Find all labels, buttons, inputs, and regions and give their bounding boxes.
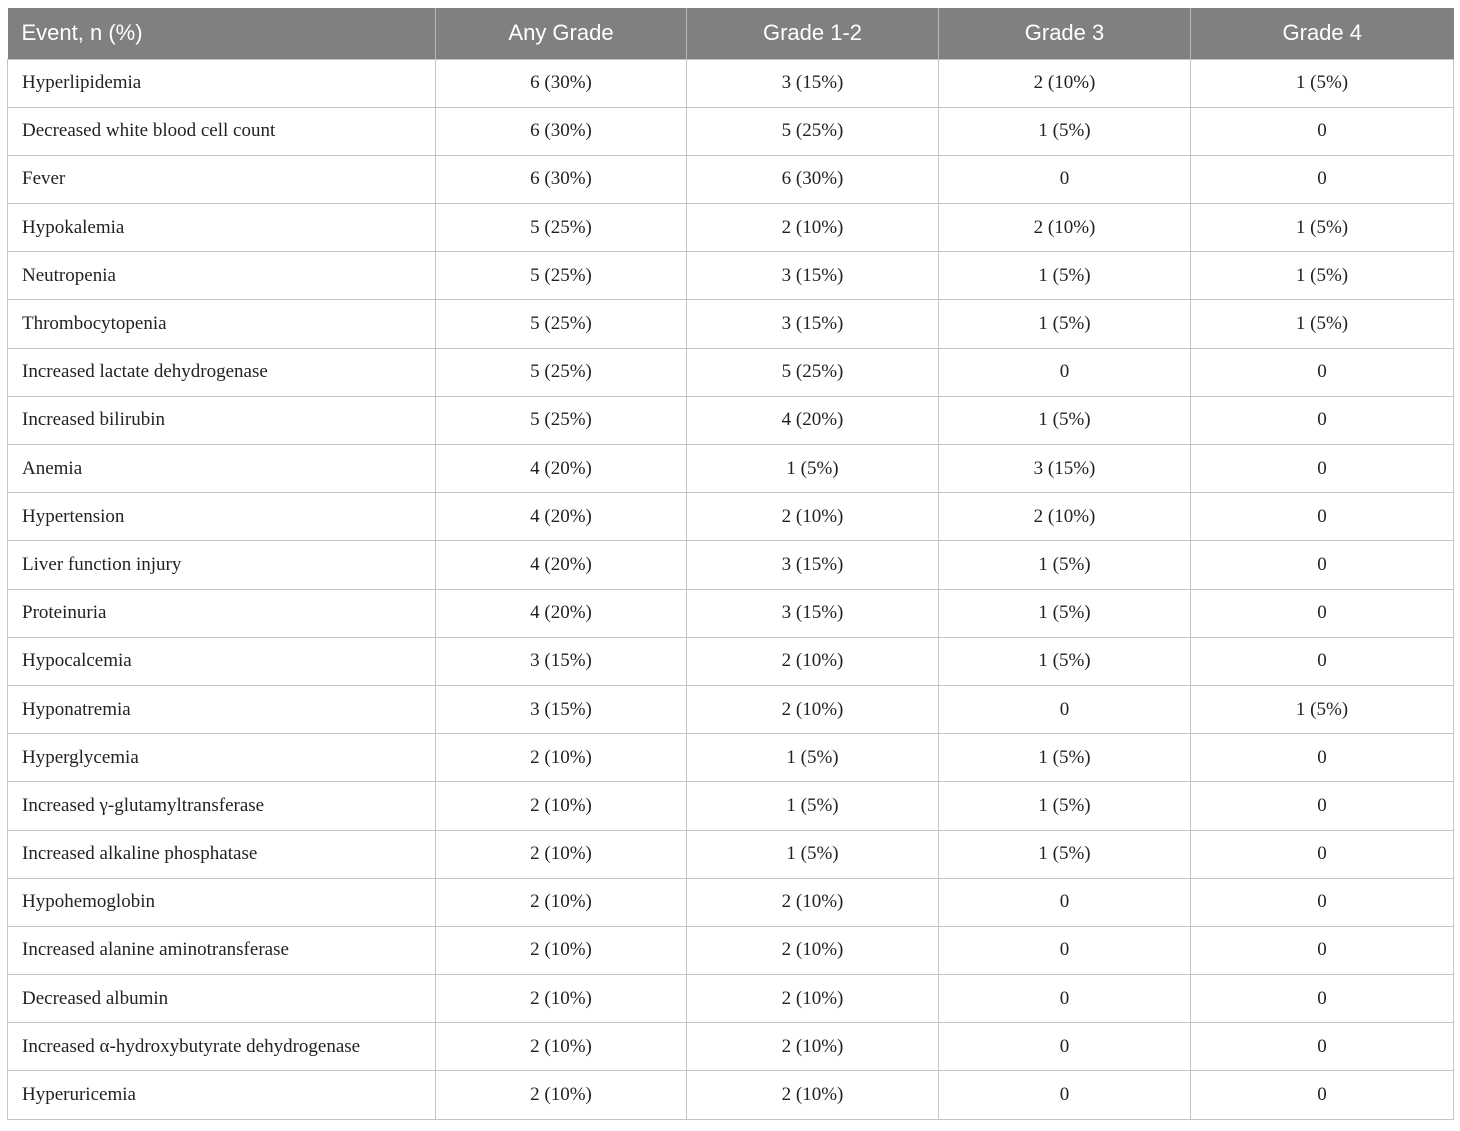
any-grade-cell: 5 (25%) [436,300,687,348]
grade-3-cell: 2 (10%) [939,204,1191,252]
table-row [8,589,1454,637]
grade-1-2-cell: 2 (10%) [687,926,939,974]
grade-1-2-cell: 2 (10%) [687,204,939,252]
header-grade-3: Grade 3 [939,8,1191,59]
table-row [8,1071,1454,1119]
grade-1-2-cell: 3 (15%) [687,59,939,107]
any-grade-cell: 2 (10%) [436,1023,687,1071]
header-grade-4: Grade 4 [1191,8,1454,59]
grade-1-2-cell: 5 (25%) [687,107,939,155]
grade-1-2-cell: 5 (25%) [687,348,939,396]
header-row [8,8,1454,59]
grade-3-cell: 1 (5%) [939,782,1191,830]
table-row [8,541,1454,589]
table-row [8,830,1454,878]
event-cell: Neutropenia [8,252,436,300]
grade-3-cell: 3 (15%) [939,445,1191,493]
any-grade-cell: 3 (15%) [436,685,687,733]
grade-1-2-cell: 1 (5%) [687,734,939,782]
grade-4-cell: 0 [1191,107,1454,155]
grade-4-cell: 1 (5%) [1191,685,1454,733]
grade-4-cell: 0 [1191,782,1454,830]
event-cell: Hypocalcemia [8,637,436,685]
event-cell: Fever [8,155,436,203]
grade-4-cell: 0 [1191,445,1454,493]
event-cell: Increased alanine aminotransferase [8,926,436,974]
grade-1-2-cell: 2 (10%) [687,1023,939,1071]
any-grade-cell: 2 (10%) [436,975,687,1023]
grade-1-2-cell: 2 (10%) [687,637,939,685]
any-grade-cell: 5 (25%) [436,348,687,396]
grade-3-cell: 1 (5%) [939,734,1191,782]
table-header [8,8,1454,59]
grade-4-cell: 0 [1191,734,1454,782]
table-row [8,204,1454,252]
event-cell: Decreased white blood cell count [8,107,436,155]
table-row [8,637,1454,685]
any-grade-cell: 6 (30%) [436,59,687,107]
grade-4-cell: 0 [1191,155,1454,203]
event-cell: Hyperlipidemia [8,59,436,107]
grade-1-2-cell: 1 (5%) [687,830,939,878]
event-cell: Increased alkaline phosphatase [8,830,436,878]
any-grade-cell: 6 (30%) [436,107,687,155]
table-row [8,445,1454,493]
event-cell: Hypertension [8,493,436,541]
any-grade-cell: 5 (25%) [436,252,687,300]
table-row [8,155,1454,203]
any-grade-cell: 2 (10%) [436,1071,687,1119]
grade-4-cell: 1 (5%) [1191,204,1454,252]
table-row [8,493,1454,541]
grade-4-cell: 0 [1191,878,1454,926]
table-row [8,975,1454,1023]
table-row [8,878,1454,926]
grade-4-cell: 0 [1191,975,1454,1023]
any-grade-cell: 2 (10%) [436,926,687,974]
grade-4-cell: 1 (5%) [1191,300,1454,348]
header-event: Event, n (%) [8,8,436,59]
table-row [8,926,1454,974]
grade-4-cell: 0 [1191,541,1454,589]
event-cell: Hyperglycemia [8,734,436,782]
grade-1-2-cell: 1 (5%) [687,782,939,830]
table-row [8,396,1454,444]
adverse-events-table [7,8,1454,1120]
grade-3-cell: 0 [939,155,1191,203]
grade-3-cell: 0 [939,878,1191,926]
grade-4-cell: 0 [1191,926,1454,974]
grade-4-cell: 0 [1191,637,1454,685]
any-grade-cell: 2 (10%) [436,830,687,878]
any-grade-cell: 4 (20%) [436,541,687,589]
grade-3-cell: 1 (5%) [939,637,1191,685]
grade-3-cell: 1 (5%) [939,300,1191,348]
grade-1-2-cell: 3 (15%) [687,541,939,589]
grade-4-cell: 0 [1191,830,1454,878]
event-cell: Thrombocytopenia [8,300,436,348]
any-grade-cell: 2 (10%) [436,734,687,782]
any-grade-cell: 3 (15%) [436,637,687,685]
event-cell: Increased lactate dehydrogenase [8,348,436,396]
any-grade-cell: 6 (30%) [436,155,687,203]
grade-1-2-cell: 4 (20%) [687,396,939,444]
any-grade-cell: 2 (10%) [436,782,687,830]
grade-1-2-cell: 6 (30%) [687,155,939,203]
grade-1-2-cell: 2 (10%) [687,493,939,541]
grade-1-2-cell: 2 (10%) [687,975,939,1023]
table-row [8,59,1454,107]
grade-4-cell: 0 [1191,493,1454,541]
event-cell: Hypokalemia [8,204,436,252]
grade-4-cell: 0 [1191,1023,1454,1071]
grade-3-cell: 1 (5%) [939,252,1191,300]
grade-3-cell: 1 (5%) [939,589,1191,637]
table-row [8,107,1454,155]
grade-3-cell: 0 [939,926,1191,974]
event-cell: Hyperuricemia [8,1071,436,1119]
table-row [8,252,1454,300]
grade-3-cell: 2 (10%) [939,59,1191,107]
grade-4-cell: 0 [1191,1071,1454,1119]
table-body [8,59,1454,1119]
grade-4-cell: 0 [1191,348,1454,396]
any-grade-cell: 5 (25%) [436,204,687,252]
header-any-grade: Any Grade [436,8,687,59]
grade-3-cell: 0 [939,975,1191,1023]
grade-1-2-cell: 3 (15%) [687,589,939,637]
grade-3-cell: 0 [939,1023,1191,1071]
grade-1-2-cell: 3 (15%) [687,252,939,300]
event-cell: Increased α-hydroxybutyrate dehydrogenase [8,1023,436,1071]
grade-3-cell: 2 (10%) [939,493,1191,541]
table-row [8,734,1454,782]
table-row [8,782,1454,830]
event-cell: Hyponatremia [8,685,436,733]
grade-3-cell: 0 [939,1071,1191,1119]
event-cell: Increased γ-glutamyltransferase [8,782,436,830]
grade-1-2-cell: 2 (10%) [687,685,939,733]
grade-3-cell: 1 (5%) [939,396,1191,444]
grade-1-2-cell: 1 (5%) [687,445,939,493]
table-row [8,348,1454,396]
grade-3-cell: 0 [939,348,1191,396]
event-cell: Increased bilirubin [8,396,436,444]
event-cell: Hypohemoglobin [8,878,436,926]
header-grade-1-2: Grade 1-2 [687,8,939,59]
grade-1-2-cell: 2 (10%) [687,878,939,926]
grade-4-cell: 0 [1191,589,1454,637]
grade-1-2-cell: 2 (10%) [687,1071,939,1119]
event-cell: Liver function injury [8,541,436,589]
any-grade-cell: 4 (20%) [436,493,687,541]
table-row [8,1023,1454,1071]
event-cell: Decreased albumin [8,975,436,1023]
grade-3-cell: 1 (5%) [939,107,1191,155]
any-grade-cell: 2 (10%) [436,878,687,926]
grade-4-cell: 0 [1191,396,1454,444]
grade-4-cell: 1 (5%) [1191,59,1454,107]
table-row [8,300,1454,348]
grade-3-cell: 1 (5%) [939,830,1191,878]
grade-3-cell: 0 [939,685,1191,733]
event-cell: Anemia [8,445,436,493]
grade-1-2-cell: 3 (15%) [687,300,939,348]
table-row [8,685,1454,733]
any-grade-cell: 4 (20%) [436,589,687,637]
event-cell: Proteinuria [8,589,436,637]
any-grade-cell: 5 (25%) [436,396,687,444]
grade-4-cell: 1 (5%) [1191,252,1454,300]
any-grade-cell: 4 (20%) [436,445,687,493]
grade-3-cell: 1 (5%) [939,541,1191,589]
